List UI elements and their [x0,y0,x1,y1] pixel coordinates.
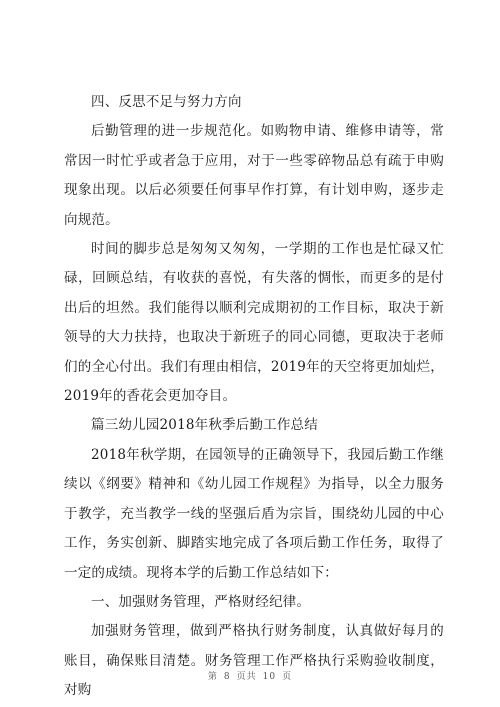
section-heading-reflection: 四、反思不足与努力方向 [91,94,242,110]
footer-total-pages: 10 [262,672,277,682]
article-title: 篇三幼儿园2018年秋季后勤工作总结 [91,417,318,434]
section-heading-finance: 一、加强财务管理，严格财经纪律。 [91,593,311,610]
footer-page-number: 8 [223,672,231,682]
footer-suffix: 页 [282,672,293,682]
footer-middle: 页共 [236,672,257,682]
paragraph-conclusion: 时间的脚步总是匆匆又匆匆，一学期的工作也是忙碌又忙碌，回顾总结，有收获的喜悦，有失落的惆怅，而更多的是付出后的坦然。我们能得以顺利完成期初的工作目标，取决于新领导的大力扶持，也取决于新班子的同心同德，更取决于老师们的全心付出。我们有理由相信，2019年的天空将更加灿烂，2019年的香花会更加夺目。 [64,241,444,405]
paragraph-intro: 2018年秋学期，在园领导的正确领导下，我园后勤工作继续以《纲要》精神和《幼儿园工作规程》为指导，以全力服务于教学，充当教学一线的坚强后盾为宗旨，围绕幼儿园的中心工作，务实创新、脚踏实地完成了各项后勤工作任务，取得了一定的成绩。现将本学的后勤工作总结如下： [64,446,444,581]
page-footer [0,669,500,682]
paragraph-standardization: 后勤管理的进一步规范化。如购物申请、维修申请等，常常因一时忙乎或者急于应用，对于一些零碎物品总有疏于申购现象出现。以后必须要任何事早作打算，有计划申购，逐步走向规范。 [64,123,444,228]
footer-prefix: 第 [207,672,218,682]
document-body [64,88,444,706]
paragraph-finance: 加强财务管理，做到严格执行财务制度，认真做好每月的账目，确保账目清楚。财务管理工作严格执行采购验收制度，对购 [64,623,444,699]
